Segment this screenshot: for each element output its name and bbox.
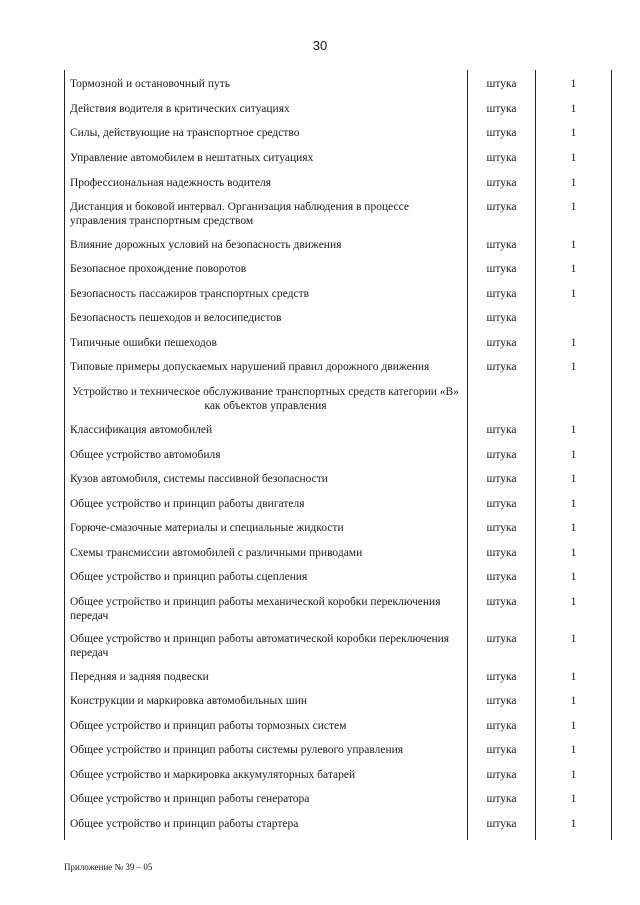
row-quantity: 1: [570, 239, 577, 251]
row-quantity: 1: [570, 449, 577, 461]
row-quantity: 1: [570, 671, 577, 683]
row-name: Действия водителя в критических ситуациях: [70, 103, 290, 115]
row-name: Тормозной и остановочный путь: [70, 78, 231, 90]
row-unit: штука: [486, 498, 517, 510]
row-quantity: 1: [570, 793, 577, 805]
row-name: Влияние дорожных условий на безопасность движения: [70, 239, 342, 251]
row-name: Силы, действующие на транспортное средство: [70, 127, 300, 139]
row-quantity: 1: [570, 720, 577, 732]
section-title: Устройство и техническое обслуживание транспортных средств категории «В» как объектов управления: [72, 386, 459, 412]
row-unit: штука: [486, 547, 517, 559]
row-quantity: 1: [570, 288, 577, 300]
row-name: Типовые примеры допускаемых нарушений правил дорожного движения: [70, 361, 430, 373]
row-name: Управление автомобилем в нештатных ситуациях: [70, 152, 314, 164]
row-unit: штука: [486, 361, 517, 373]
row-unit: штука: [486, 522, 517, 534]
row-unit: штука: [486, 103, 517, 115]
row-name: Общее устройство и принцип работы двигателя: [70, 498, 305, 510]
row-name: Общее устройство и принцип работы механической коробки переключения передач: [70, 596, 441, 622]
row-quantity: 1: [570, 818, 577, 830]
table-border-right: [611, 70, 612, 840]
row-unit: штука: [486, 695, 517, 707]
row-quantity: 1: [570, 633, 577, 645]
row-quantity: 1: [570, 152, 577, 164]
row-unit: штука: [486, 793, 517, 805]
row-unit: штука: [486, 312, 517, 324]
row-unit: штука: [486, 201, 517, 213]
row-name: Общее устройство и принцип работы автоматической коробки переключения передач: [70, 633, 450, 659]
row-quantity: 1: [570, 522, 577, 534]
row-name: Общее устройство и принцип работы тормозных систем: [70, 720, 347, 732]
row-unit: штука: [486, 769, 517, 781]
row-quantity: 1: [570, 596, 577, 608]
row-unit: штука: [486, 78, 517, 90]
row-unit: штука: [486, 288, 517, 300]
row-unit: штука: [486, 337, 517, 349]
row-unit: штука: [486, 152, 517, 164]
row-quantity: 1: [570, 769, 577, 781]
row-quantity: 1: [570, 473, 577, 485]
row-name: Безопасное прохождение поворотов: [70, 263, 247, 275]
row-quantity: 1: [570, 103, 577, 115]
row-unit: штука: [486, 596, 517, 608]
row-quantity: 1: [570, 201, 577, 213]
row-name: Горюче-смазочные материалы и специальные жидкости: [70, 522, 344, 534]
row-unit: штука: [486, 720, 517, 732]
row-name: Общее устройство и принцип работы стартера: [70, 818, 299, 830]
row-quantity: 1: [570, 337, 577, 349]
footer-appendix-label: Приложение № 39 – 05: [64, 862, 153, 872]
row-quantity: 1: [570, 498, 577, 510]
row-name: Общее устройство и принцип работы системы рулевого управления: [70, 744, 404, 756]
table-border-left: [64, 70, 65, 840]
row-name: Типичные ошибки пешеходов: [70, 337, 217, 349]
row-name: Безопасность пешеходов и велосипедистов: [70, 312, 282, 324]
row-quantity: 1: [570, 177, 577, 189]
row-name: Конструкции и маркировка автомобильных шин: [70, 695, 308, 707]
row-quantity: 1: [570, 78, 577, 90]
row-name: Передняя и задняя подвески: [70, 671, 209, 683]
row-quantity: 1: [570, 424, 577, 436]
row-unit: штука: [486, 671, 517, 683]
row-unit: штука: [486, 263, 517, 275]
row-name: Классификация автомобилей: [70, 424, 213, 436]
equipment-table: [64, 70, 612, 840]
row-name: Общее устройство автомобиля: [70, 449, 221, 461]
row-name: Общее устройство и маркировка аккумуляторных батарей: [70, 769, 356, 781]
row-name: Общее устройство и принцип работы генератора: [70, 793, 310, 805]
row-name: Дистанция и боковой интервал. Организация наблюдения в процессе управления транспортным средством: [70, 201, 409, 227]
row-unit: штука: [486, 633, 517, 645]
row-quantity: 1: [570, 695, 577, 707]
row-quantity: 1: [570, 744, 577, 756]
row-unit: штука: [486, 449, 517, 461]
row-name: Профессиональная надежность водителя: [70, 177, 272, 189]
row-unit: штука: [486, 571, 517, 583]
row-name: Схемы трансмиссии автомобилей с различными приводами: [70, 547, 363, 559]
row-unit: штука: [486, 424, 517, 436]
row-name: Кузов автомобиля, системы пассивной безопасности: [70, 473, 328, 485]
row-unit: штука: [486, 177, 517, 189]
row-unit: штука: [486, 127, 517, 139]
page-number: 30: [312, 38, 328, 53]
row-unit: штука: [486, 473, 517, 485]
row-quantity: 1: [570, 127, 577, 139]
row-unit: штука: [486, 239, 517, 251]
row-quantity: 1: [570, 361, 577, 373]
row-quantity: 1: [570, 547, 577, 559]
row-unit: штука: [486, 744, 517, 756]
row-quantity: 1: [570, 263, 577, 275]
row-name: Общее устройство и принцип работы сцепления: [70, 571, 308, 583]
row-quantity: 1: [570, 571, 577, 583]
row-unit: штука: [486, 818, 517, 830]
row-name: Безопасность пассажиров транспортных средств: [70, 288, 310, 300]
